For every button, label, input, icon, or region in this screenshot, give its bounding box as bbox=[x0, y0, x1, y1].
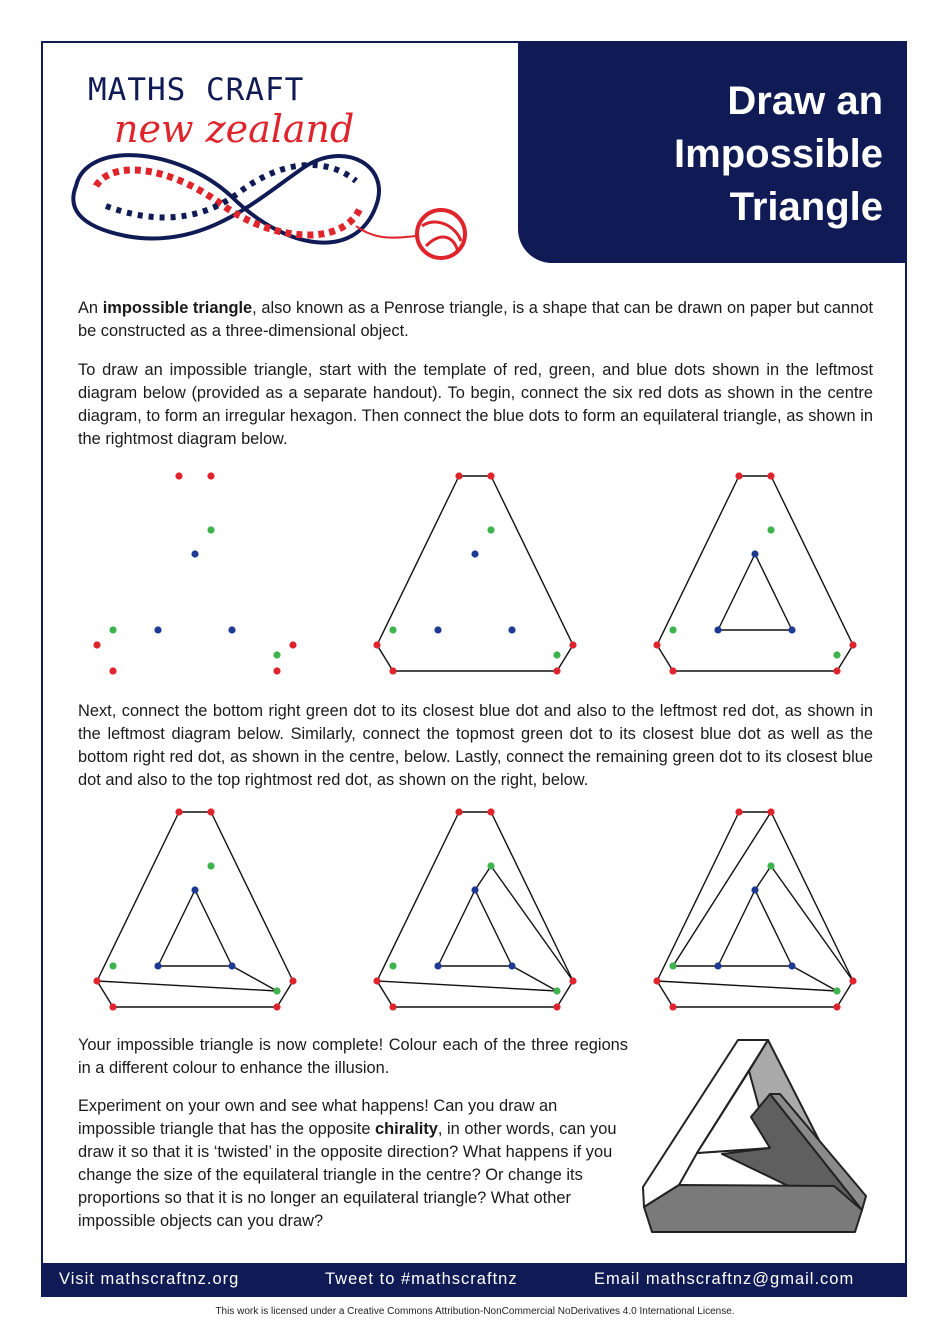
blue-dot bbox=[191, 886, 198, 893]
connector-line bbox=[491, 866, 573, 981]
red-dot bbox=[553, 1003, 560, 1010]
inner-triangle-edge bbox=[158, 890, 195, 966]
green-dot bbox=[767, 526, 774, 533]
red-dot bbox=[93, 977, 100, 984]
diagram-step-three-connections bbox=[630, 800, 880, 1015]
hexagon-edge bbox=[377, 981, 393, 1007]
red-dot bbox=[569, 977, 576, 984]
hexagon-edge bbox=[377, 645, 393, 671]
experiment-paragraph bbox=[78, 1095, 628, 1233]
hexagon-edge bbox=[377, 476, 459, 645]
maths-craft-logo bbox=[56, 56, 496, 276]
red-dot bbox=[833, 667, 840, 674]
blue-dot bbox=[434, 626, 441, 633]
green-dot bbox=[109, 962, 116, 969]
hexagon-edge bbox=[657, 981, 673, 1007]
penrose-face-bottom-gray bbox=[644, 1185, 862, 1232]
green-dot bbox=[389, 962, 396, 969]
blue-dot bbox=[228, 626, 235, 633]
experiment-bold-term: chirality bbox=[375, 1120, 438, 1138]
green-dot bbox=[487, 862, 494, 869]
title-line-3: Triangle bbox=[729, 185, 883, 229]
green-dot bbox=[207, 526, 214, 533]
connector-line bbox=[97, 981, 277, 991]
red-dot bbox=[735, 472, 742, 479]
red-dot bbox=[289, 977, 296, 984]
inner-triangle-edge bbox=[718, 554, 755, 630]
hexagon-edge bbox=[657, 812, 739, 981]
connector-line bbox=[377, 981, 557, 991]
red-dot bbox=[109, 667, 116, 674]
penrose-triangle-illustration bbox=[638, 1036, 878, 1236]
red-dot bbox=[669, 667, 676, 674]
red-dot bbox=[849, 641, 856, 648]
license-notice: This work is licensed under a Creative Commons Attribution-NonCommercial NoDerivatives 4.0 International License. bbox=[215, 1306, 735, 1317]
red-dot bbox=[93, 641, 100, 648]
hexagon-edge bbox=[837, 981, 853, 1007]
red-dot bbox=[487, 808, 494, 815]
red-dot bbox=[735, 808, 742, 815]
logo-text-line2: new zealand bbox=[114, 107, 355, 151]
footer-visit-link[interactable]: Visit mathscraftnz.org bbox=[59, 1270, 240, 1288]
inner-triangle-edge bbox=[438, 890, 475, 966]
red-dot bbox=[833, 1003, 840, 1010]
experiment-text-post: , in other words, can you draw it so that it is ‘twisted’ in the opposite direction? What happens if you change the size of the equilateral triangle in the centre? Or change its proportions so that it is no longer an equilateral triangle? What other impossible objects can you draw? bbox=[78, 1120, 617, 1230]
blue-dot bbox=[471, 886, 478, 893]
hexagon-edge bbox=[837, 645, 853, 671]
intro-paragraph bbox=[78, 297, 873, 343]
blue-dot bbox=[508, 962, 515, 969]
blue-dot bbox=[751, 550, 758, 557]
connector-line bbox=[657, 981, 837, 991]
red-dot bbox=[109, 1003, 116, 1010]
red-dot bbox=[273, 1003, 280, 1010]
blue-dot bbox=[508, 626, 515, 633]
inner-triangle-edge bbox=[755, 554, 792, 630]
intro-bold-term: impossible triangle bbox=[102, 299, 253, 317]
blue-dot bbox=[154, 626, 161, 633]
diagram-step-one-connection bbox=[70, 800, 320, 1015]
red-dot bbox=[389, 667, 396, 674]
experiment-text-pre: Experiment on your own and see what happens! Can you draw an impossible triangle that has the opposite bbox=[78, 1097, 558, 1138]
red-dot bbox=[849, 977, 856, 984]
red-dot bbox=[175, 472, 182, 479]
blue-dot bbox=[788, 626, 795, 633]
red-dot bbox=[767, 472, 774, 479]
intro-text-post: , also known as a Penrose triangle, is a shape that can be drawn on paper but cannot be constructed as a three-dimensional object. bbox=[78, 299, 874, 340]
green-dot bbox=[553, 651, 560, 658]
red-dot bbox=[669, 1003, 676, 1010]
green-dot bbox=[833, 987, 840, 994]
title-banner bbox=[518, 41, 907, 263]
hexagon-edge bbox=[97, 812, 179, 981]
diagram-dot-template bbox=[70, 465, 320, 680]
red-dot bbox=[455, 808, 462, 815]
green-dot bbox=[207, 862, 214, 869]
red-dot bbox=[767, 808, 774, 815]
green-dot bbox=[669, 962, 676, 969]
green-dot bbox=[389, 626, 396, 633]
footer-tweet-link[interactable]: Tweet to #mathscraftnz bbox=[325, 1270, 518, 1288]
inner-triangle-edge bbox=[475, 890, 512, 966]
infinity-scarf-icon bbox=[73, 155, 465, 258]
blue-dot bbox=[154, 962, 161, 969]
hexagon-edge bbox=[557, 981, 573, 1007]
red-dot bbox=[175, 808, 182, 815]
hexagon-edge bbox=[491, 476, 573, 645]
hexagon-edge bbox=[211, 812, 293, 981]
inner-triangle-edge bbox=[718, 890, 755, 966]
steps-paragraph-2: Next, connect the bottom right green dot to its closest blue dot and also to the leftmost red dot, as shown in the leftmost diagram below. Similarly, connect the topmost green dot to its closest blue dot as well as the bottom right red dot, as shown in the centre, below. Lastly, connect the remaining green dot to its closest blue dot and also to the top rightmost red dot, as shown on the right, below. bbox=[78, 702, 873, 789]
hexagon-edge bbox=[377, 812, 459, 981]
hexagon-edge bbox=[557, 645, 573, 671]
footer-email-link[interactable]: Email mathscraftnz@gmail.com bbox=[594, 1270, 855, 1288]
red-dot bbox=[207, 808, 214, 815]
connector-line bbox=[792, 966, 837, 991]
hexagon-edge bbox=[771, 476, 853, 645]
page-title bbox=[543, 75, 883, 234]
inner-triangle-edge bbox=[195, 890, 232, 966]
green-dot bbox=[669, 626, 676, 633]
red-dot bbox=[289, 641, 296, 648]
green-dot bbox=[273, 651, 280, 658]
red-dot bbox=[553, 667, 560, 674]
footer-bar bbox=[41, 1263, 907, 1297]
hexagon-edge bbox=[97, 981, 113, 1007]
hexagon-edge bbox=[657, 476, 739, 645]
green-dot bbox=[767, 862, 774, 869]
green-dot bbox=[553, 987, 560, 994]
green-dot bbox=[109, 626, 116, 633]
connector-line bbox=[475, 866, 491, 890]
red-dot bbox=[653, 641, 660, 648]
green-dot bbox=[833, 651, 840, 658]
title-line-1: Draw an bbox=[727, 79, 883, 123]
red-dot bbox=[373, 977, 380, 984]
red-dot bbox=[455, 472, 462, 479]
complete-paragraph: Your impossible triangle is now complete! Colour each of the three regions in a different colour to enhance the illusion. bbox=[78, 1036, 628, 1077]
blue-dot bbox=[788, 962, 795, 969]
hexagon-edge bbox=[491, 812, 573, 981]
red-dot bbox=[207, 472, 214, 479]
steps-paragraph-1: To draw an impossible triangle, start with the template of red, green, and blue dots shown in the leftmost diagram below (provided as a separate handout). To begin, connect the six red dots as shown in the centre diagram, to form an irregular hexagon. Then connect the blue dots to form an equilateral triangle, as shown in the rightmost diagram below. bbox=[78, 361, 873, 448]
red-dot bbox=[653, 977, 660, 984]
title-line-2: Impossible bbox=[674, 132, 883, 176]
blue-dot bbox=[191, 550, 198, 557]
red-dot bbox=[487, 472, 494, 479]
logo-text-line1: MATHS CRAFT bbox=[88, 72, 305, 108]
hexagon-edge bbox=[771, 812, 853, 981]
blue-dot bbox=[228, 962, 235, 969]
connector-line bbox=[232, 966, 277, 991]
blue-dot bbox=[714, 962, 721, 969]
hexagon-edge bbox=[277, 981, 293, 1007]
connector-line bbox=[771, 866, 853, 981]
red-dot bbox=[569, 641, 576, 648]
red-dot bbox=[373, 641, 380, 648]
blue-dot bbox=[751, 886, 758, 893]
green-dot bbox=[273, 987, 280, 994]
blue-dot bbox=[714, 626, 721, 633]
diagram-hexagon-triangle bbox=[630, 465, 880, 680]
red-dot bbox=[389, 1003, 396, 1010]
blue-dot bbox=[471, 550, 478, 557]
blue-dot bbox=[434, 962, 441, 969]
connector-line bbox=[512, 966, 557, 991]
green-dot bbox=[487, 526, 494, 533]
diagram-step-two-connections bbox=[350, 800, 600, 1015]
red-dot bbox=[273, 667, 280, 674]
connector-line bbox=[755, 866, 771, 890]
intro-text-pre: An bbox=[78, 299, 103, 317]
hexagon-edge bbox=[657, 645, 673, 671]
inner-triangle-edge bbox=[755, 890, 792, 966]
diagram-hexagon bbox=[350, 465, 600, 680]
